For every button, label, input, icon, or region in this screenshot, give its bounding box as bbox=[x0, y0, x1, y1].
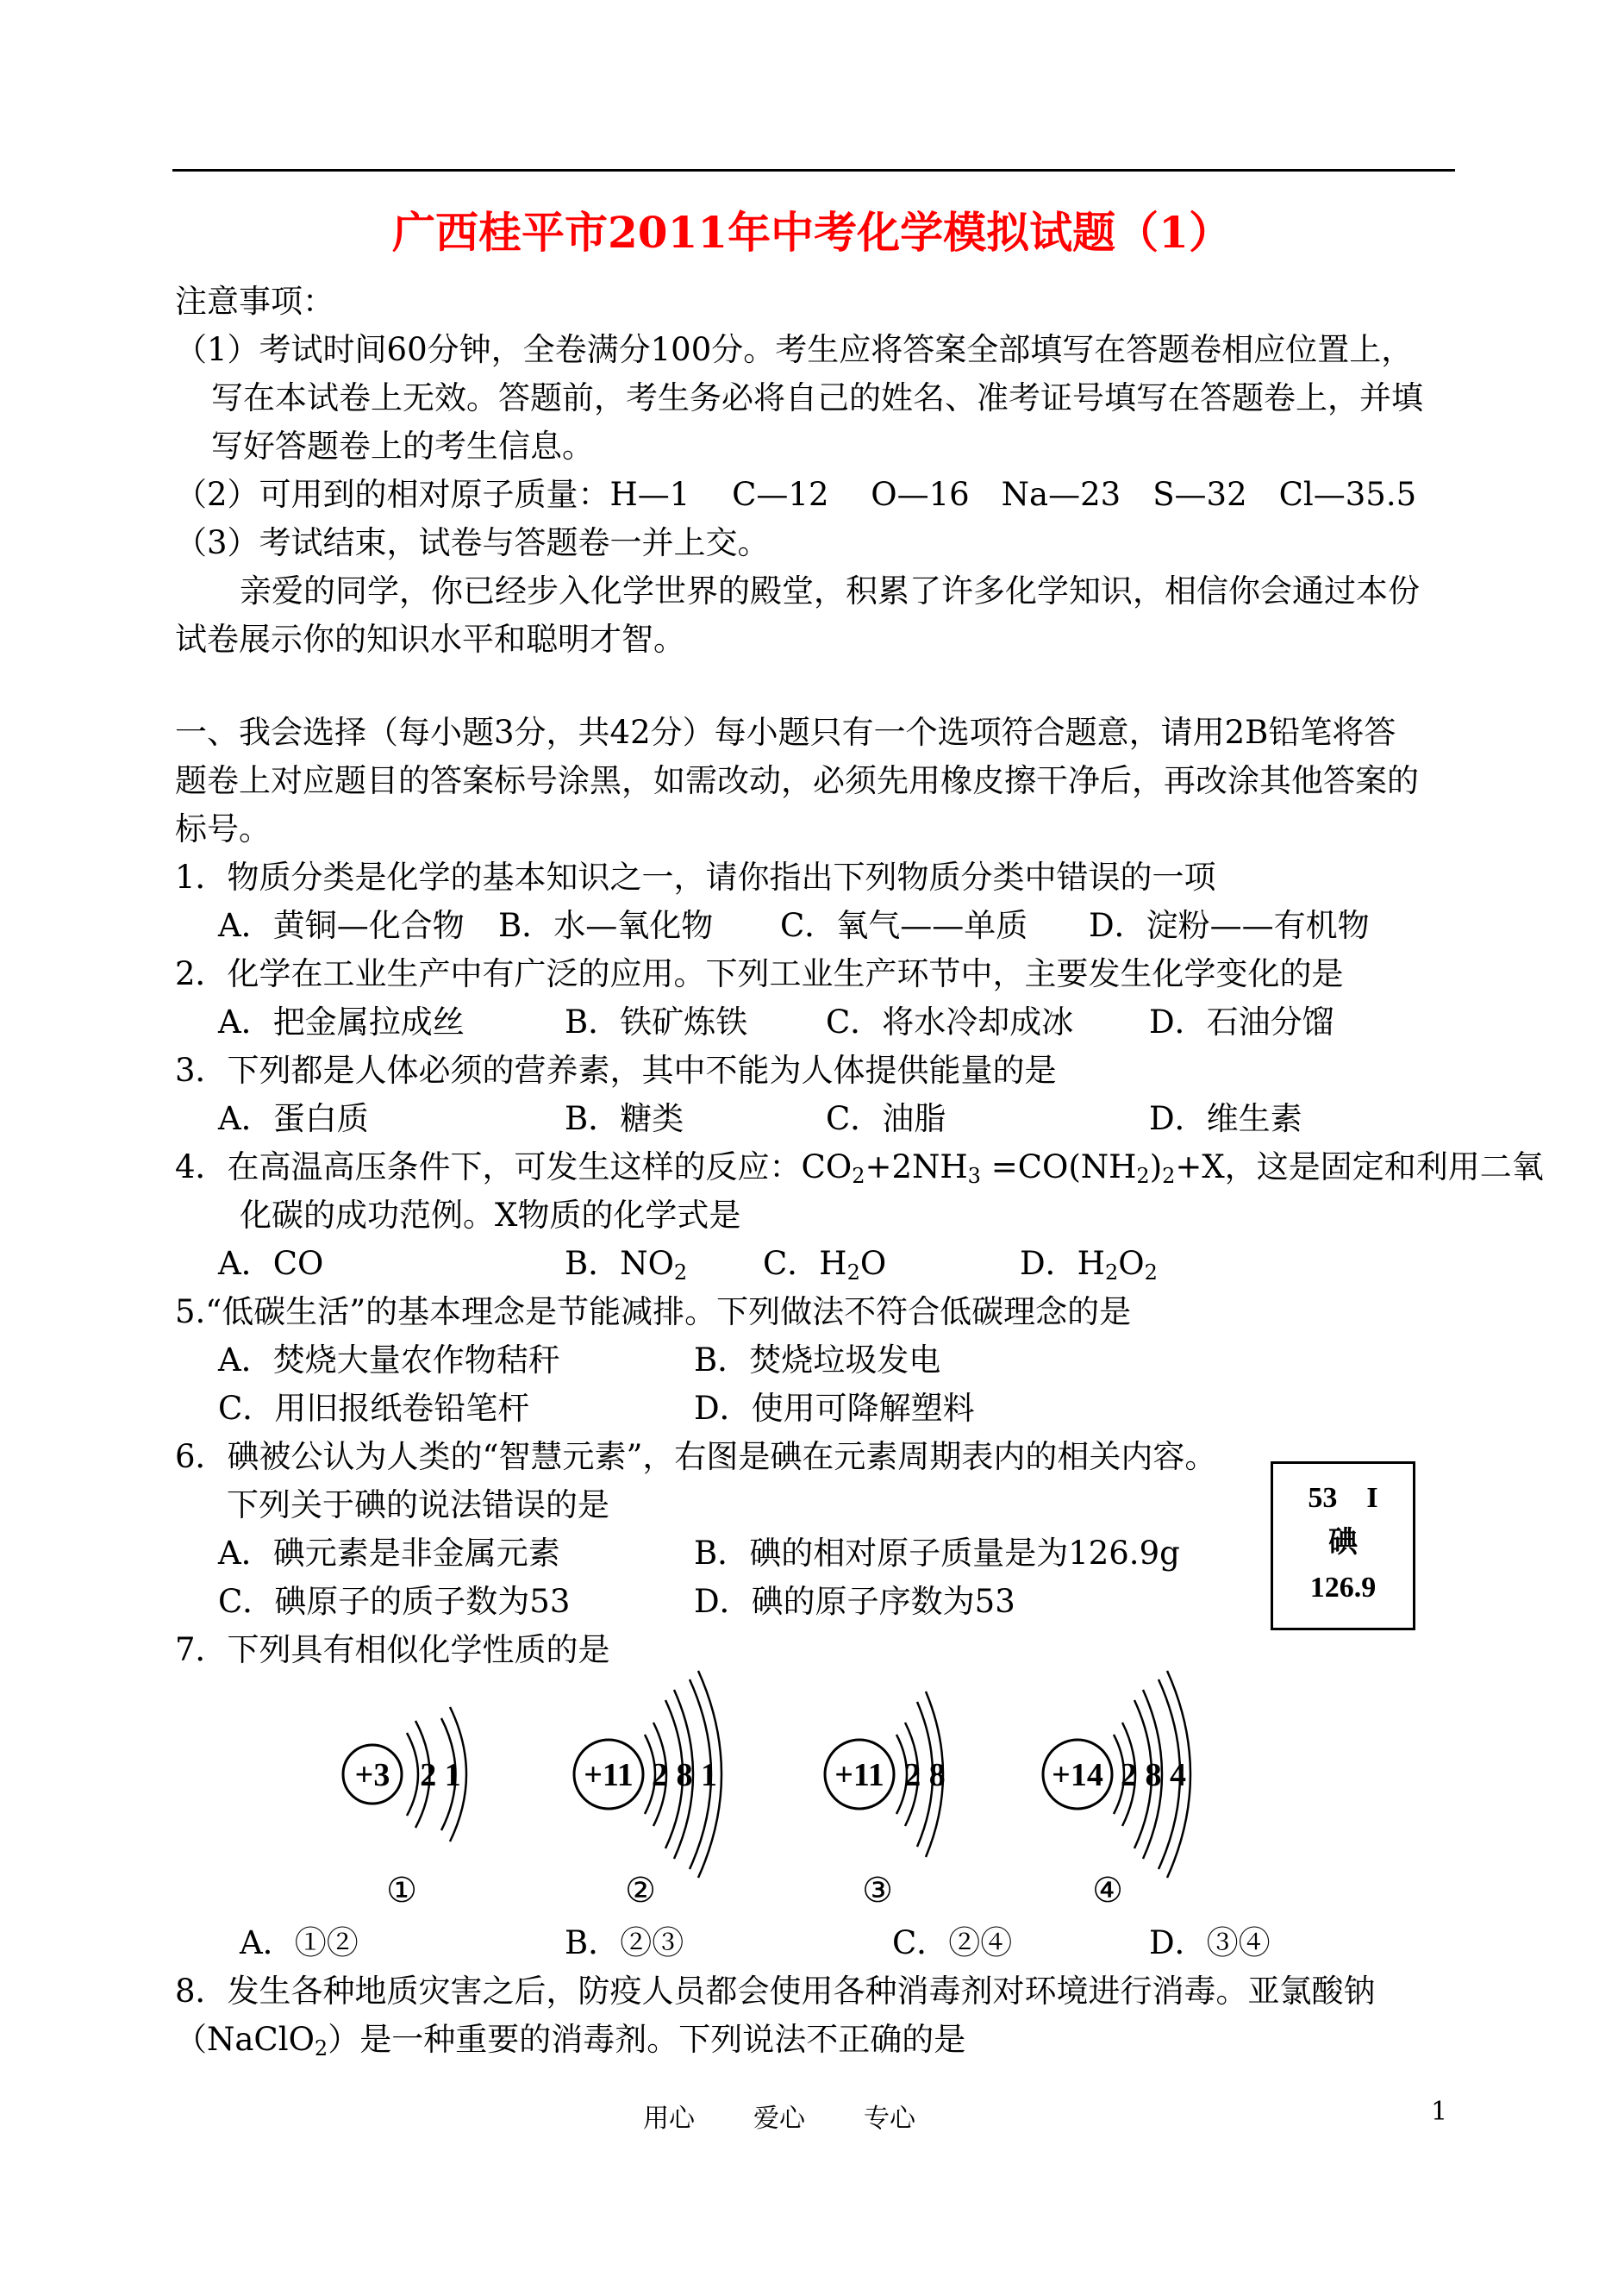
svg-text:2 8: 2 8 bbox=[904, 1757, 946, 1793]
svg-text:+11: +11 bbox=[584, 1757, 634, 1793]
svg-text:+14: +14 bbox=[1052, 1757, 1103, 1793]
footer-motto: 用心 bbox=[643, 2104, 695, 2134]
atom-diagram-2 bbox=[574, 1671, 721, 1878]
option: B．水—氧化物 bbox=[498, 907, 714, 944]
svg-text:2 1: 2 1 bbox=[420, 1757, 461, 1793]
option: C．将水冷却成冰 bbox=[826, 1004, 1074, 1041]
option: B．②③ bbox=[565, 1924, 684, 1961]
option: A．碘元素是非金属元素 bbox=[218, 1535, 560, 1572]
page-title: 广西桂平市2011年中考化学模拟试题（1） bbox=[392, 207, 1232, 258]
option: A．黄铜—化合物 bbox=[218, 907, 465, 944]
option: B．碘的相对原子质量是为126.9g bbox=[694, 1535, 1180, 1572]
svg-text:2 8 4: 2 8 4 bbox=[1121, 1757, 1186, 1793]
option: A．蛋白质 bbox=[218, 1100, 369, 1137]
option: D．石油分馏 bbox=[1149, 1004, 1334, 1041]
question-stem: 3．下列都是人体必须的营养素，其中不能为人体提供能量的是 bbox=[175, 1052, 1057, 1089]
question-stem: 8．发生各种地质灾害之后，防疫人员都会使用各种消毒剂对环境进行消毒。亚氯酸钠 bbox=[175, 1973, 1376, 2010]
atom-diagram-3 bbox=[825, 1692, 946, 1857]
question-stem: 1．物质分类是化学的基本知识之一，请你指出下列物质分类中错误的一项 bbox=[175, 859, 1216, 896]
question-stem: 下列关于碘的说法错误的是 bbox=[227, 1486, 609, 1523]
atomic-mass: 126.9 bbox=[1309, 1572, 1377, 1604]
option: A．①② bbox=[240, 1924, 359, 1961]
notice-line: （2）可用到的相对原子质量：H—1 C—12 O—16 Na—23 S—32 Cl—35.5 bbox=[175, 476, 1417, 513]
option: B．糖类 bbox=[565, 1100, 684, 1137]
option: C．油脂 bbox=[826, 1100, 946, 1137]
question-stem: 2．化学在工业生产中有广泛的应用。下列工业生产环节中，主要发生化学变化的是 bbox=[175, 955, 1344, 992]
option: B．$NO_2$ bbox=[565, 1245, 688, 1285]
question-stem: 5.“低碳生活”的基本理念是节能减排。下列做法不符合低碳理念的是 bbox=[175, 1293, 1132, 1330]
option: C．$H_2O$ bbox=[763, 1245, 887, 1285]
atom-label: ② bbox=[625, 1871, 656, 1910]
notice-line: 写在本试卷上无效。答题前，考生务必将自己的姓名、准考证号填写在答题卷上，并填 bbox=[211, 379, 1423, 416]
option: C．②④ bbox=[892, 1924, 1013, 1961]
option: D．淀粉——有机物 bbox=[1089, 907, 1370, 944]
page-number: 1 bbox=[1431, 2097, 1448, 2127]
option: D．碘的原子序数为53 bbox=[694, 1583, 1015, 1620]
notice-line: （3）考试结束，试卷与答题卷一并上交。 bbox=[175, 524, 770, 561]
atom-label: ③ bbox=[862, 1871, 893, 1910]
option: A．焚烧大量农作物秸秆 bbox=[218, 1341, 560, 1379]
option: A．CO bbox=[218, 1245, 324, 1282]
option: C．碘原子的质子数为53 bbox=[218, 1583, 571, 1620]
option: C．用旧报纸卷铅笔杆 bbox=[218, 1390, 530, 1427]
option: B．铁矿炼铁 bbox=[565, 1004, 748, 1041]
svg-text:+3: +3 bbox=[354, 1757, 390, 1793]
element-symbol: I bbox=[1366, 1482, 1378, 1514]
question-stem: 化碳的成功范例。X物质的化学式是 bbox=[240, 1197, 741, 1234]
option: D．使用可降解塑料 bbox=[694, 1390, 975, 1427]
question-stem: 4．在高温高压条件下，可发生这样的反应：$CO_2+2NH_3 =CO(NH_2)_2+X$，这是固定和利用二氧 bbox=[175, 1148, 1544, 1188]
footer-motto: 专心 bbox=[864, 2104, 915, 2134]
section-heading: 一、我会选择（每小题3分，共42分）每小题只有一个选项符合题意，请用2B铅笔将答 bbox=[175, 714, 1396, 751]
option: A．把金属拉成丝 bbox=[218, 1004, 465, 1041]
notice-line: 写好答题卷上的考生信息。 bbox=[211, 428, 594, 465]
option: D．$H_2O_2$ bbox=[1020, 1245, 1158, 1285]
footer-motto: 爱心 bbox=[753, 2104, 805, 2134]
option: C．氧气——单质 bbox=[780, 907, 1028, 944]
atom-diagram-1 bbox=[343, 1707, 466, 1842]
element-name: 碘 bbox=[1328, 1527, 1358, 1559]
question-stem: 6．碘被公认为人类的“智慧元素”，右图是碘在元素周期表内的相关内容。 bbox=[175, 1438, 1217, 1475]
section-heading: 标号。 bbox=[175, 810, 271, 847]
question-stem: 7．下列具有相似化学性质的是 bbox=[175, 1631, 610, 1668]
svg-text:+11: +11 bbox=[834, 1757, 884, 1793]
notice-line: （1）考试时间60分钟，全卷满分100分。考生应将答案全部填写在答题卷相应位置上， bbox=[175, 331, 1414, 368]
svg-text:2 8 1: 2 8 1 bbox=[652, 1757, 717, 1793]
atom-label: ④ bbox=[1092, 1871, 1123, 1910]
intro-line: 试卷展示你的知识水平和聪明才智。 bbox=[175, 621, 685, 658]
option: D．维生素 bbox=[1149, 1100, 1302, 1137]
question-stem: （NaClO$_2$）是一种重要的消毒剂。下列说法不正确的是 bbox=[175, 2021, 966, 2060]
atomic-number: 53 bbox=[1308, 1482, 1338, 1514]
intro-line: 亲爱的同学，你已经步入化学世界的殿堂，积累了许多化学知识，相信你会通过本份 bbox=[240, 572, 1420, 610]
option: D．③④ bbox=[1149, 1924, 1271, 1961]
notice-heading: 注意事项： bbox=[175, 283, 334, 320]
option: B．焚烧垃圾发电 bbox=[694, 1341, 941, 1379]
section-heading: 题卷上对应题目的答案标号涂黑，如需改动，必须先用橡皮擦干净后，再改涂其他答案的 bbox=[175, 762, 1419, 799]
atom-label: ① bbox=[386, 1871, 417, 1910]
atom-diagram-4 bbox=[1043, 1671, 1190, 1878]
